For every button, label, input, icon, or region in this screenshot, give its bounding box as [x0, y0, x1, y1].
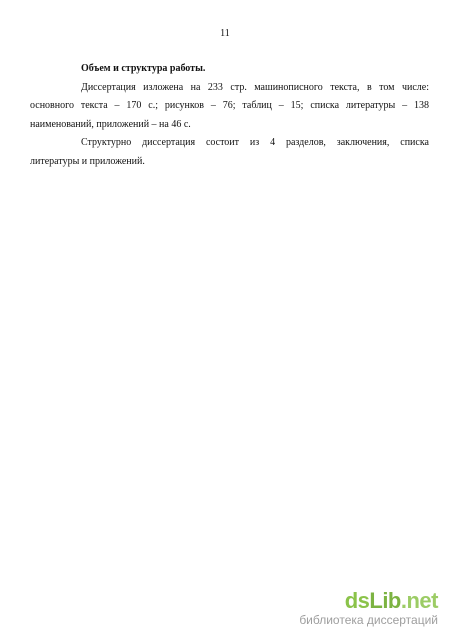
- logo-net: .net: [400, 588, 438, 613]
- paragraph-line: наименований, приложений – на 46 с.: [30, 118, 191, 130]
- dslib-watermark: [299, 590, 438, 627]
- paragraph-line: основного текста – 170 с.; рисунков – 76; таблиц – 15; списка литературы – 138: [30, 100, 429, 112]
- document-body: [30, 60, 429, 172]
- paragraph-line: Диссертация изложена на 233 стр. машинописного текста, в том числе:: [81, 81, 429, 93]
- section-heading: Объем и структура работы.: [81, 63, 206, 74]
- logo-lib: Lib: [369, 588, 401, 613]
- paragraph-line: Структурно диссертация состоит из 4 разделов, заключения, списка: [81, 137, 429, 149]
- page-number: 11: [220, 28, 230, 39]
- paragraph-line: литературы и приложений.: [30, 155, 145, 167]
- dslib-logo: [299, 590, 438, 612]
- paragraph-structure: [30, 134, 429, 171]
- watermark-subtitle: библиотека диссертаций: [299, 613, 438, 627]
- paragraph-volume: [30, 79, 429, 135]
- logo-ds: ds: [344, 588, 370, 613]
